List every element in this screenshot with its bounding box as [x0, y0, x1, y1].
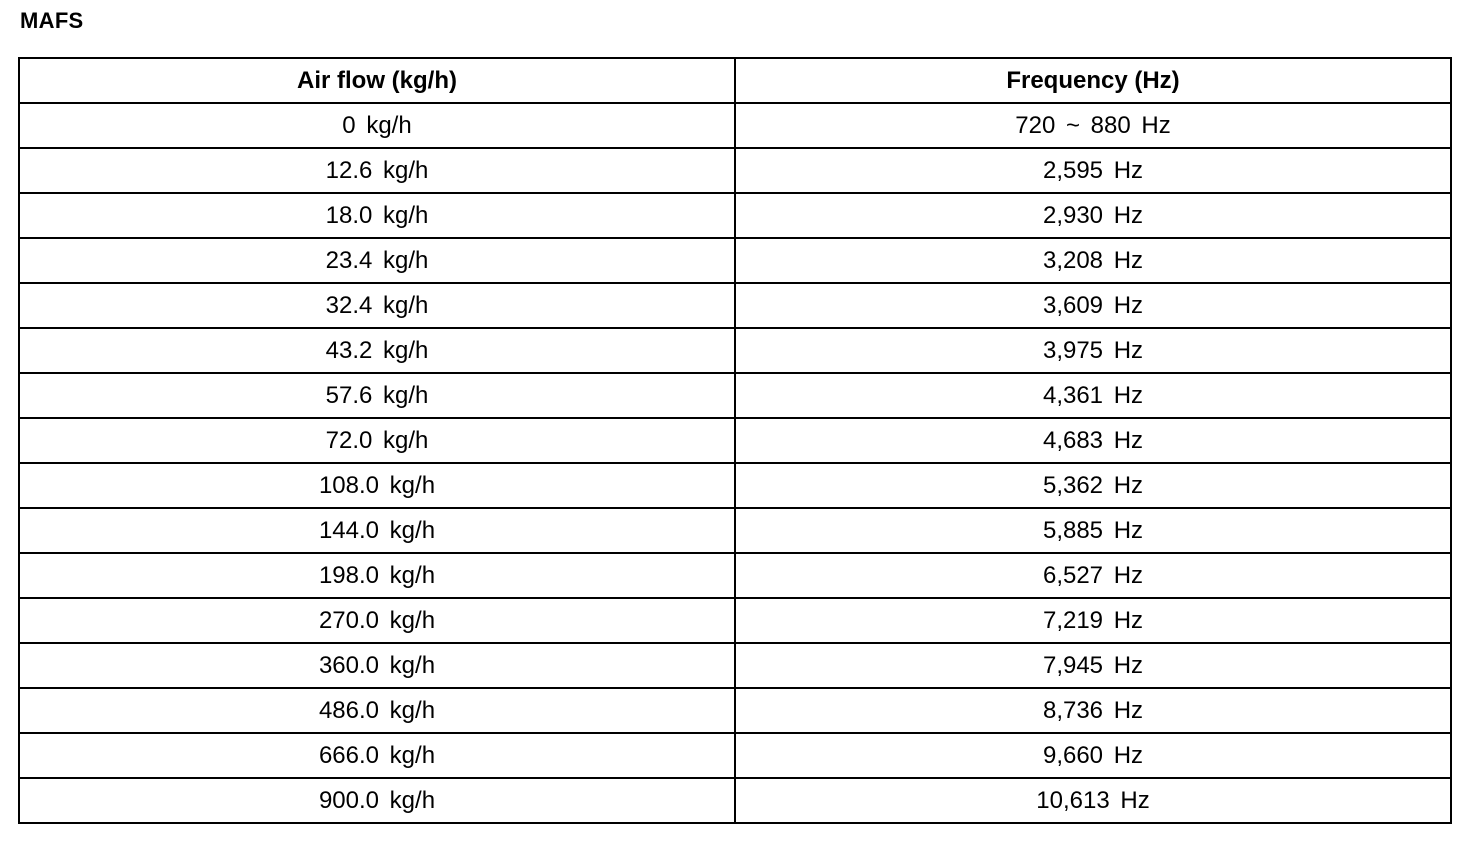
air-flow-value: 72.0 kg/h: [325, 426, 429, 454]
frequency-value: 8,736 Hz: [1042, 696, 1144, 724]
air-flow-cell: [19, 373, 735, 418]
air-flow-value: 32.4 kg/h: [325, 291, 429, 319]
air-flow-value: 12.6 kg/h: [325, 156, 429, 184]
air-flow-cell: [19, 238, 735, 283]
frequency-value: 10,613 Hz: [1036, 786, 1150, 814]
air-flow-value: 18.0 kg/h: [325, 201, 429, 229]
frequency-cell: [735, 463, 1451, 508]
air-flow-cell: [19, 328, 735, 373]
air-flow-cell: [19, 598, 735, 643]
air-flow-value: 666.0 kg/h: [318, 741, 436, 769]
table-body: [19, 103, 1451, 823]
frequency-cell: [735, 283, 1451, 328]
air-flow-cell: [19, 733, 735, 778]
frequency-value: 4,683 Hz: [1042, 426, 1144, 454]
table-row: [19, 373, 1451, 418]
air-flow-cell: [19, 643, 735, 688]
header-frequency: Frequency (Hz): [735, 58, 1451, 103]
air-flow-value: 270.0 kg/h: [318, 606, 436, 634]
air-flow-cell: [19, 688, 735, 733]
air-flow-cell: [19, 283, 735, 328]
table-row: [19, 238, 1451, 283]
frequency-cell: [735, 733, 1451, 778]
table-header: [19, 58, 1451, 103]
air-flow-cell: [19, 553, 735, 598]
table-row: [19, 598, 1451, 643]
frequency-cell: [735, 643, 1451, 688]
frequency-value: 5,362 Hz: [1042, 471, 1144, 499]
frequency-value: 720 ~ 880 Hz: [1015, 111, 1171, 139]
frequency-cell: [735, 148, 1451, 193]
frequency-value: 5,885 Hz: [1042, 516, 1144, 544]
frequency-value: 2,595 Hz: [1042, 156, 1144, 184]
table-row: [19, 733, 1451, 778]
air-flow-value: 360.0 kg/h: [318, 651, 436, 679]
table-row: [19, 103, 1451, 148]
table-row: [19, 508, 1451, 553]
table-row: [19, 778, 1451, 823]
table-row: [19, 553, 1451, 598]
frequency-value: 2,930 Hz: [1042, 201, 1144, 229]
air-flow-cell: [19, 193, 735, 238]
header-row: [19, 58, 1451, 103]
air-flow-value: 108.0 kg/h: [318, 471, 436, 499]
frequency-cell: [735, 508, 1451, 553]
table-row: [19, 643, 1451, 688]
frequency-cell: [735, 193, 1451, 238]
header-air-flow: Air flow (kg/h): [19, 58, 735, 103]
air-flow-cell: [19, 103, 735, 148]
frequency-value: 7,219 Hz: [1042, 606, 1144, 634]
frequency-cell: [735, 103, 1451, 148]
air-flow-value: 0 kg/h: [342, 111, 412, 139]
frequency-cell: [735, 778, 1451, 823]
frequency-value: 6,527 Hz: [1042, 561, 1144, 589]
table-row: [19, 418, 1451, 463]
frequency-cell: [735, 238, 1451, 283]
frequency-value: 3,975 Hz: [1042, 336, 1144, 364]
air-flow-value: 486.0 kg/h: [318, 696, 436, 724]
frequency-cell: [735, 553, 1451, 598]
frequency-cell: [735, 328, 1451, 373]
air-flow-cell: [19, 418, 735, 463]
air-flow-value: 43.2 kg/h: [325, 336, 429, 364]
frequency-cell: [735, 688, 1451, 733]
table-row: [19, 283, 1451, 328]
air-flow-cell: [19, 508, 735, 553]
air-flow-cell: [19, 148, 735, 193]
air-flow-cell: [19, 778, 735, 823]
table-row: [19, 193, 1451, 238]
air-flow-cell: [19, 463, 735, 508]
air-flow-value: 900.0 kg/h: [318, 786, 436, 814]
air-flow-value: 198.0 kg/h: [318, 561, 436, 589]
frequency-value: 9,660 Hz: [1042, 741, 1144, 769]
frequency-value: 4,361 Hz: [1042, 381, 1144, 409]
frequency-value: 3,609 Hz: [1042, 291, 1144, 319]
mafs-table: [18, 57, 1452, 824]
frequency-value: 3,208 Hz: [1042, 246, 1144, 274]
table-row: [19, 688, 1451, 733]
table-row: [19, 463, 1451, 508]
frequency-cell: [735, 418, 1451, 463]
table-row: [19, 328, 1451, 373]
air-flow-value: 57.6 kg/h: [325, 381, 429, 409]
table-row: [19, 148, 1451, 193]
air-flow-value: 144.0 kg/h: [318, 516, 436, 544]
frequency-cell: [735, 598, 1451, 643]
air-flow-value: 23.4 kg/h: [325, 246, 429, 274]
frequency-value: 7,945 Hz: [1042, 651, 1144, 679]
frequency-cell: [735, 373, 1451, 418]
document-title: MAFS: [20, 8, 84, 33]
